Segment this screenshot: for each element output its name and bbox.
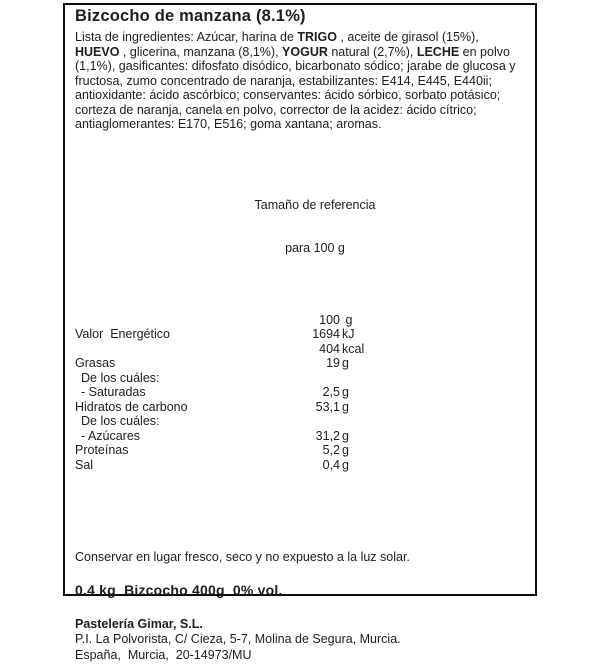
nutrient-unit: g	[342, 399, 349, 414]
nutrient-label: De los cuáles:	[81, 414, 160, 428]
ingredient-text-segment: Lista de ingredientes: Azúcar, harina de	[75, 30, 298, 44]
nutrient-unit	[340, 414, 525, 429]
nutrient-unit: g	[342, 312, 353, 327]
product-title: Bizcocho de manzana (8.1%)	[75, 7, 306, 25]
nutrient-label: Grasas	[75, 356, 116, 370]
nutrient-value: 100	[319, 312, 340, 327]
nutrient-unit: kJ	[342, 327, 355, 341]
nutrient-unit	[340, 371, 525, 386]
nutrient-label	[75, 313, 245, 328]
allergen-ingredient: HUEVO	[75, 44, 120, 59]
nutrient-value: 2,5	[322, 385, 340, 399]
nutrient-label: Sal	[75, 457, 94, 472]
manufacturer-region: España, Murcia, 20-14973/MU	[75, 648, 252, 663]
nutrition-row	[75, 385, 525, 400]
manufacturer-address: P.I. La Polvorista, C/ Cieza, 5-7, Molina de Segura, Murcia.	[75, 632, 401, 647]
allergen-ingredient: TRIGO	[297, 30, 337, 44]
nutrient-label: Proteínas	[75, 443, 129, 457]
nutrient-unit: g	[342, 457, 349, 472]
nutrient-value: 404	[319, 341, 340, 356]
manufacturer-block	[75, 617, 525, 664]
nutrition-reference-line2: para 100 g	[285, 241, 345, 255]
nutrient-unit: g	[342, 356, 349, 370]
manufacturer-name: Pastelería Gimar, S.L.	[75, 616, 203, 631]
nutrition-row	[75, 371, 525, 386]
storage-note: Conservar en lugar fresco, seco y no expuesto a la luz solar.	[75, 550, 410, 564]
nutrient-label: - Azúcares	[81, 428, 141, 443]
nutrient-unit: g	[342, 428, 349, 443]
nutrition-rows	[75, 313, 525, 473]
nutrition-reference-line1: Tamaño de referencia	[254, 197, 376, 212]
nutrient-unit: g	[342, 443, 349, 457]
nutrient-value: 1694	[312, 327, 340, 341]
nutrient-value: 31,2	[315, 428, 340, 443]
nutrition-row	[75, 458, 525, 473]
allergen-ingredient: YOGUR	[282, 44, 328, 59]
allergen-ingredient: LECHE	[416, 44, 460, 59]
nutrition-row	[75, 400, 525, 415]
ingredient-text-segment: , glicerina, manzana (8,1%),	[119, 44, 283, 59]
nutrient-label: Valor Energético	[75, 327, 170, 341]
nutrient-unit: g	[342, 385, 349, 399]
nutrition-row	[75, 443, 525, 458]
ingredient-text-segment: , aceite de girasol (15%),	[336, 30, 483, 44]
nutrition-row	[75, 342, 525, 357]
nutrient-label: De los cuáles:	[81, 370, 160, 385]
nutrient-value: 0,4	[322, 457, 340, 472]
nutrient-label: Hidratos de carbono	[75, 399, 188, 414]
ingredient-text-segment: natural (2,7%),	[327, 44, 417, 59]
nutrient-value	[245, 414, 340, 429]
nutrient-label	[75, 342, 245, 357]
nutrition-row	[75, 429, 525, 444]
nutrition-row	[75, 313, 525, 328]
nutrient-value	[245, 371, 340, 386]
nutrition-row	[75, 414, 525, 429]
nutrient-value: 5,2	[322, 443, 340, 457]
nutrient-value: 19	[326, 356, 340, 370]
nutrient-value: 53,1	[315, 399, 340, 414]
nutrition-row	[75, 356, 525, 371]
ingredients-text	[75, 30, 525, 132]
product-label	[63, 3, 537, 663]
nutrient-label: - Saturadas	[81, 385, 146, 399]
ingredient-text-segment: en polvo (1,1%), gasificantes: difosfato disódico, bicarbonato sódico; jarabe de glucosa y fructosa, zumo concentrado de naranja, estabilizantes: E414, E445, E440ii; antioxidante: ácido ascórbico; conservantes: ácido sórbico, sorbato potásico; corteza de naranja, canela en polvo, corrector de la acidez: ácido cítrico; antiaglomerantes: E170, E516; goma xantana; aromas.	[75, 44, 520, 131]
nutrition-row	[75, 327, 525, 342]
nutrient-unit: kcal	[342, 341, 365, 356]
nutrition-reference-header	[205, 169, 425, 285]
net-weight-line: 0.4 kg Bizcocho 400g 0% vol.	[75, 581, 283, 598]
